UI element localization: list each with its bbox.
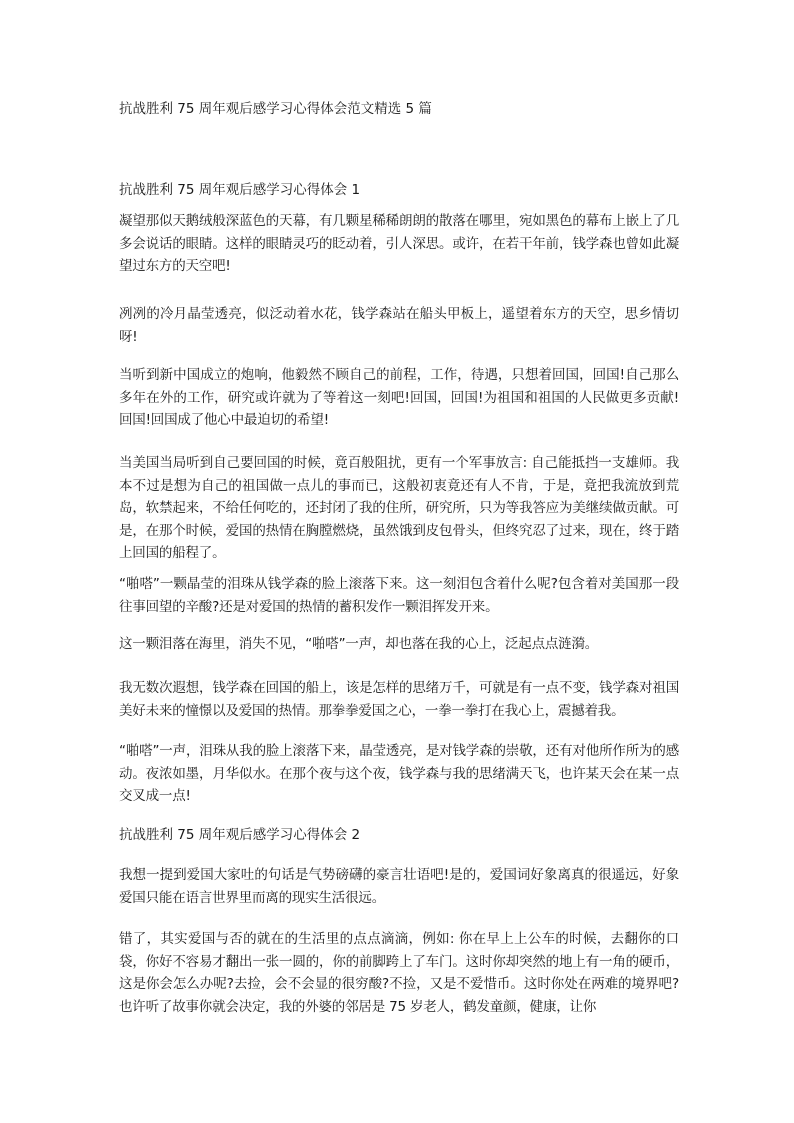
paragraph: 当听到新中国成立的炮响，他毅然不顾自己的前程，工作，待遇，只想着回国，回国!自己那么多年在外的工作，研究或许就为了等着这一刻吧!回国，回国!为祖国和祖国的人民做更多贡献!回国!回国成了他心中最迫切的希望! <box>119 367 679 428</box>
section-heading-1: 抗战胜利 75 周年观后感学习心得体会 1 <box>119 182 361 198</box>
paragraph: 冽冽的冷月晶莹透亮，似泛动着水花，钱学森站在船头甲板上，遥望着东方的天空，思乡情切呀! <box>119 306 679 345</box>
section-heading-2: 抗战胜利 75 周年观后感学习心得体会 2 <box>119 827 361 843</box>
paragraph: “啪嗒”一声，泪珠从我的脸上滚落下来，晶莹透亮，是对钱学森的崇敬，还有对他所作所为的感动。夜浓如墨，月华似水。在那个夜与这个夜，钱学森与我的思绪满天飞，也许某天会在某一点交叉成一点! <box>119 743 679 804</box>
paragraph: 错了，其实爱国与否的就在的生活里的点点滴滴，例如: 你在早上上公车的时候，去翻你的口袋，你好不容易才翻出一张一圆的，你的前脚跨上了车门。这时你却突然的地上有一角的硬币，这是你会怎么办呢?去捡，会不会显的很穷酸?不捡，又是不爱惜币。这时你处在两难的境界吧?也许听了故事你就会决定，我的外婆的邻居是 75 岁老人，鹤发童颜，健康，让你 <box>119 931 679 1015</box>
document-title: 抗战胜利 75 周年观后感学习心得体会范文精选 5 篇 <box>119 101 432 117</box>
paragraph: “啪嗒”一颗晶莹的泪珠从钱学森的脸上滚落下来。这一刻泪包含着什么呢?包含着对美国那一段往事回望的辛酸?还是对爱国的热情的蓄积发作一颗泪挥发开来。 <box>119 576 679 615</box>
paragraph: 凝望那似天鹅绒般深蓝色的天幕，有几颗星稀稀朗朗的散落在哪里，宛如黑色的幕布上嵌上了几多会说话的眼睛。这样的眼睛灵巧的眨动着，引人深思。或许，在若干年前，钱学森也曾如此凝望过东方的天空吧! <box>119 213 679 274</box>
paragraph: 这一颗泪落在海里，消失不见，“啪嗒”一声，却也落在我的心上，泛起点点涟漪。 <box>119 636 599 652</box>
paragraph: 我想一提到爱国大家吐的句话是气势磅礴的豪言壮语吧!是的，爱国词好象离真的很遥远，好象爱国只能在语言世界里而离的现实生活很远。 <box>119 867 679 906</box>
paragraph: 当美国当局听到自己要回国的时候，竟百般阻扰，更有一个军事放言: 自己能抵挡一支雄师。我本不过是想为自己的祖国做一点儿的事而已，这般初衷竟还有人不肯，于是，竟把我流放到荒岛，软禁起来，不给任何吃的，还封闭了我的住所，研究所，只为等我答应为美继续做贡献。可是，在那个时候，爱国的热情在胸膛燃烧，虽然饿到皮包骨头，但终究忍了过来，现在，终于踏上回国的船程了。 <box>119 455 679 561</box>
paragraph: 我无数次遐想，钱学森在回国的船上，该是怎样的思绪万千，可就是有一点不变，钱学森对祖国美好未来的憧憬以及爱国的热情。那拳拳爱国之心，一拳一拳打在我心上，震撼着我。 <box>119 680 679 719</box>
